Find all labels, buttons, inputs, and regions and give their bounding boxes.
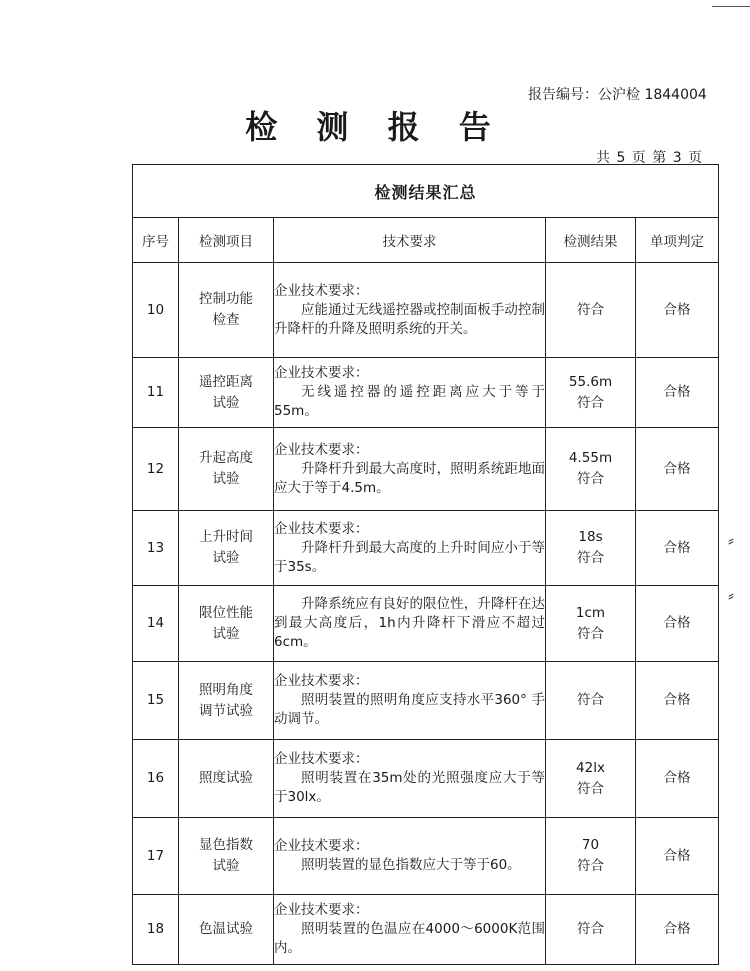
- requirement-heading: 企业技术要求：: [274, 751, 369, 767]
- table-row: [133, 895, 719, 965]
- result-text: 符合: [577, 692, 604, 708]
- requirement-text: 无线遥控器的遥控距离应大于等于55m。: [274, 384, 545, 419]
- row-item: 照明角度调节试验: [179, 662, 274, 740]
- result-value: 55.6m: [568, 373, 613, 390]
- scan-bleed-mark: ⸗: [728, 585, 734, 606]
- requirement-heading: 企业技术要求：: [274, 365, 369, 381]
- row-result: [546, 511, 636, 586]
- row-item: 色温试验: [179, 895, 274, 965]
- result-value: 70: [581, 837, 600, 853]
- requirement-heading: 企业技术要求：: [274, 838, 369, 854]
- requirement-text: 升降杆升到最大高度的上升时间应小于等于35s。: [274, 539, 545, 575]
- row-result: [546, 263, 636, 358]
- result-text: 符合: [577, 858, 604, 874]
- row-requirement: [274, 428, 546, 511]
- requirement-heading: 企业技术要求：: [274, 520, 369, 537]
- row-no: 16: [133, 740, 179, 818]
- result-text: 符合: [577, 550, 604, 566]
- row-requirement: [274, 740, 546, 818]
- row-no: 17: [133, 818, 179, 895]
- result-text: 符合: [577, 780, 604, 797]
- requirement-text: 照明装置的显色指数应大于等于60。: [301, 857, 521, 873]
- requirement-text: 升降杆升到最大高度时，照明系统距地面应大于等于4.5m。: [274, 460, 545, 496]
- requirement-text: 照明装置的色温应在4000～6000K范围内。: [274, 921, 545, 956]
- requirement-heading: 企业技术要求：: [274, 441, 369, 458]
- row-verdict: 合格: [636, 428, 719, 511]
- row-verdict: 合格: [636, 662, 719, 740]
- row-result: [546, 358, 636, 428]
- result-text: 符合: [577, 394, 604, 411]
- table-row: [133, 511, 719, 586]
- result-text: 符合: [577, 301, 604, 318]
- result-value: 18s: [578, 529, 603, 545]
- requirement-heading: 企业技术要求：: [274, 902, 369, 918]
- column-header-item: 检测项目: [179, 218, 274, 263]
- result-text: 符合: [577, 921, 604, 937]
- result-text: 符合: [577, 471, 604, 487]
- row-item: 升起高度试验: [179, 428, 274, 511]
- table-row: [133, 740, 719, 818]
- table-row: [133, 818, 719, 895]
- row-verdict: 合格: [636, 740, 719, 818]
- row-result: [546, 818, 636, 895]
- row-item: 限位性能试验: [179, 586, 274, 662]
- row-requirement: [274, 818, 546, 895]
- row-result: [546, 740, 636, 818]
- row-requirement: [274, 895, 546, 965]
- row-requirement: [274, 358, 546, 428]
- row-verdict: 合格: [636, 263, 719, 358]
- row-no: 12: [133, 428, 179, 511]
- requirement-text: 照明装置的照明角度应支持水平360° 手动调节。: [274, 692, 545, 727]
- row-verdict: 合格: [636, 818, 719, 895]
- row-no: 14: [133, 586, 179, 662]
- row-result: [546, 586, 636, 662]
- scan-edge-line: [712, 6, 750, 7]
- table-header-row: [133, 218, 719, 263]
- row-requirement: [274, 586, 546, 662]
- table-row: [133, 263, 719, 358]
- row-result: [546, 428, 636, 511]
- table-row: [133, 428, 719, 511]
- row-verdict: 合格: [636, 511, 719, 586]
- row-item: 遥控距离试验: [179, 358, 274, 428]
- row-item: 显色指数试验: [179, 818, 274, 895]
- result-value: 4.55m: [568, 450, 613, 466]
- scan-bleed-mark: ⸗: [728, 530, 734, 551]
- page-counter: 共 5 页 第 3 页: [596, 150, 704, 166]
- row-verdict: 合格: [636, 358, 719, 428]
- page-title: 检 测 报 告: [245, 108, 505, 146]
- row-item: 照度试验: [179, 740, 274, 818]
- column-header-verdict: 单项判定: [636, 218, 719, 263]
- table-row: [133, 586, 719, 662]
- requirement-text: 应能通过无线遥控器或控制面板手动控制升降杆的升降及照明系统的开关。: [274, 301, 545, 337]
- results-summary-table: [132, 164, 719, 965]
- row-no: 18: [133, 895, 179, 965]
- row-requirement: [274, 662, 546, 740]
- requirement-text: 照明装置在35m处的光照强度应大于等于30lx。: [274, 770, 545, 805]
- row-result: [546, 895, 636, 965]
- requirement-text: 升降系统应有良好的限位性，升降杆在达到最大高度后，1h内升降杆下滑应不超过6cm。: [274, 596, 545, 650]
- row-result: [546, 662, 636, 740]
- row-no: 10: [133, 263, 179, 358]
- row-requirement: [274, 511, 546, 586]
- table-row: [133, 358, 719, 428]
- table-caption: 检测结果汇总: [133, 165, 719, 218]
- table-caption-row: [133, 165, 719, 218]
- row-no: 15: [133, 662, 179, 740]
- table-row: [133, 662, 719, 740]
- row-item: 上升时间试验: [179, 511, 274, 586]
- column-header-result: 检测结果: [546, 218, 636, 263]
- requirement-heading: 企业技术要求：: [274, 282, 369, 299]
- row-requirement: [274, 263, 546, 358]
- result-text: 符合: [577, 625, 604, 642]
- row-verdict: 合格: [636, 895, 719, 965]
- result-value: 42lx: [576, 759, 605, 776]
- column-header-requirement: 技术要求: [274, 218, 546, 263]
- row-item: 控制功能检查: [179, 263, 274, 358]
- row-no: 11: [133, 358, 179, 428]
- row-verdict: 合格: [636, 586, 719, 662]
- column-header-no: 序号: [133, 218, 179, 263]
- report-number: 报告编号：公沪检 1844004: [528, 87, 707, 103]
- result-value: 1cm: [575, 604, 606, 621]
- row-no: 13: [133, 511, 179, 586]
- requirement-heading: 企业技术要求：: [274, 673, 369, 689]
